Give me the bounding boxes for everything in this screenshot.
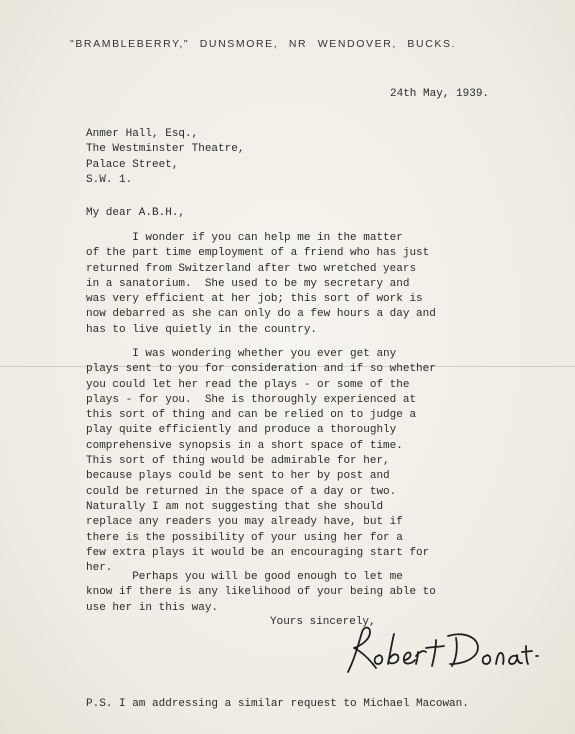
letterhead-town: DUNSMORE, — [199, 38, 279, 50]
address-line: S.W. 1. — [86, 173, 133, 186]
body-line: know if there is any likelihood of your being able to — [86, 586, 436, 599]
body-line: I wonder if you can help me in the matter — [86, 232, 403, 244]
body-line: you could let her read the plays - or some of the — [86, 378, 410, 391]
body-line: has to live quietly in the country. — [86, 323, 318, 336]
body-line: few extra plays it would be an encouraging start for — [86, 546, 430, 559]
body-line: I was wondering whether you ever get any — [86, 348, 397, 360]
letterhead-village: WENDOVER, — [317, 38, 397, 50]
paragraph-2 — [86, 347, 526, 576]
letterhead-county: BUCKS. — [407, 38, 457, 50]
letter-date: 24th May, 1939. — [390, 88, 490, 100]
closing: Yours sincerely, — [270, 616, 376, 628]
body-line: plays sent to you for consideration and if so whether — [86, 363, 436, 376]
body-line: replace any readers you may already have, but if — [86, 516, 403, 529]
body-line: returned from Switzerland after two wretched years — [86, 262, 417, 275]
recipient-address — [86, 127, 244, 188]
letterhead-near: NR — [288, 38, 308, 50]
body-line: of the part time employment of a friend who has just — [86, 247, 430, 260]
body-line: was very efficient at her job; this sort of work is — [86, 293, 423, 306]
body-line: there is the possibility of your using her for a — [86, 531, 403, 544]
body-line: play quite efficiently and produce a thoroughly — [86, 424, 397, 437]
body-line: use her in this way. — [86, 601, 219, 614]
body-line: in a sanatorium. She used to be my secretary and — [86, 277, 410, 290]
body-line: now debarred as she can only do a few hours a day and — [86, 308, 436, 321]
address-line: The Westminster Theatre, — [86, 143, 245, 156]
paragraph-1 — [86, 231, 526, 338]
address-line: Anmer Hall, Esq., — [86, 128, 199, 140]
body-line: Naturally I am not suggesting that she should — [86, 500, 384, 513]
body-line: her. — [86, 562, 113, 575]
letterhead-house: "BRAMBLEBERRY," — [70, 38, 190, 50]
body-line: Perhaps you will be good enough to let me — [86, 571, 403, 583]
handwritten-signature — [340, 620, 540, 676]
postscript: P.S. I am addressing a similar request to Michael Macowan. — [86, 698, 469, 710]
body-line: because plays could be sent to her by post and — [86, 470, 390, 483]
body-line: could be returned in the space of a day or two. — [86, 485, 397, 498]
body-line: this sort of thing and can be relied on to judge a — [86, 409, 417, 422]
body-line: comprehensive synopsis in a short space of time. — [86, 439, 403, 452]
body-line: plays - for you. She is thoroughly experienced at — [86, 393, 417, 406]
salutation: My dear A.B.H., — [86, 207, 186, 219]
letterhead — [70, 38, 510, 50]
address-line: Palace Street, — [86, 158, 179, 171]
body-line: This sort of thing would be admirable for her, — [86, 455, 390, 468]
paragraph-3 — [86, 570, 526, 616]
